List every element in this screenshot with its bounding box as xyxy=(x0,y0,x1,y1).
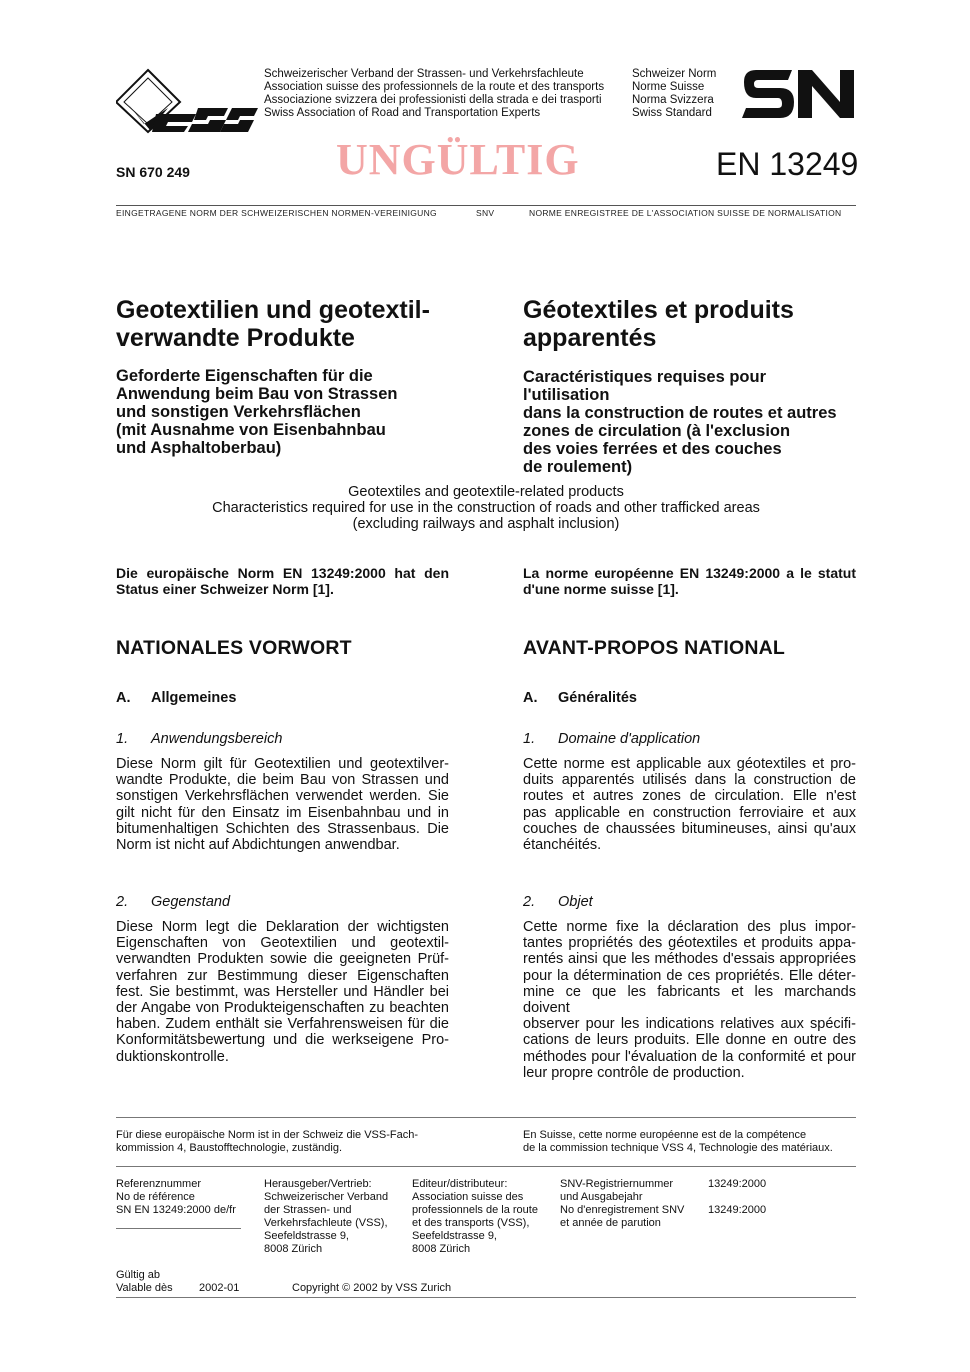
association-name-it: Associazione svizzera dei professionisti della strada e dei trasporti xyxy=(264,94,602,106)
valid-from-date: 2002-01 xyxy=(199,1282,240,1294)
ref-line: SN EN 13249:2000 de/fr xyxy=(116,1204,236,1216)
ref-rule xyxy=(116,1228,241,1229)
text-line: Cette norme fixe la déclaration des plus impor- xyxy=(523,919,856,935)
invalid-stamp: UNGÜLTIG xyxy=(336,135,580,184)
text-line: pour la détermination de ces propriétés. Elle déter- xyxy=(523,967,856,984)
text-line: duits apparentés utilisés dans la construction de xyxy=(523,772,856,789)
title-de xyxy=(116,296,449,352)
note-line: de la commission technique VSS 4, Technologie des matériaux. xyxy=(523,1142,833,1154)
note-line: En Suisse, cette norme européenne est de la compétence xyxy=(523,1129,807,1141)
text-line: étanchéités. xyxy=(523,837,602,854)
publisher-line: der Strassen- und xyxy=(264,1204,352,1216)
english-title-line: Characteristics required for use in the construction of roads and other trafficked areas xyxy=(212,500,760,517)
text-line: mine ce que les fabricants et les marchands doivent xyxy=(523,983,856,1017)
text-line: tantes propriétés des géotextiles et produits appa- xyxy=(523,935,856,952)
subsection-number: 1. xyxy=(523,731,536,747)
paragraph-subject-fr xyxy=(523,919,856,1081)
snv-value-fr: 13249:2000 xyxy=(708,1204,767,1216)
title-de-line: Geotextilien und geotextil- xyxy=(116,296,430,324)
registration-snv: SNV xyxy=(476,208,495,218)
title-fr-line: apparentés xyxy=(523,324,657,352)
publisher-line: Editeur/distributeur: xyxy=(412,1178,508,1190)
text-line: fest. Sie bestimmt, was Hersteller und Händler bei xyxy=(116,983,449,1000)
note-line: kommission 4, Baustofftechnologie, zuständig. xyxy=(116,1142,343,1154)
subtitle-de xyxy=(116,367,449,457)
association-names xyxy=(264,68,604,120)
publisher-line: Association suisse des xyxy=(412,1191,524,1203)
foreword-heading-de: NATIONALES VORWORT xyxy=(116,637,352,659)
publisher-line: Herausgeber/Vertrieb: xyxy=(264,1178,372,1190)
snv-line: et année de parution xyxy=(560,1217,661,1229)
subsection-1-fr xyxy=(523,731,856,747)
status-de-line: Status einer Schweizer Norm [1]. xyxy=(116,581,334,598)
snv-line: und Ausgabejahr xyxy=(560,1191,643,1203)
text-line: rentés ainsi que les méthodes d'essais appropriées xyxy=(523,951,856,968)
publisher-line: et des transports (VSS), xyxy=(412,1217,530,1229)
publisher-line: professionnels de la route xyxy=(412,1204,538,1216)
ref-line: Referenznummer xyxy=(116,1178,201,1190)
publisher-line: 8008 Zürich xyxy=(264,1243,323,1255)
publisher-line: 8008 Zürich xyxy=(412,1243,471,1255)
subtitle-fr-line: Caractéristiques requises pour l'utilisation xyxy=(523,368,767,404)
status-fr-line: d'une norme suisse [1]. xyxy=(523,581,679,598)
publisher-line: Seefeldstrasse 9, xyxy=(412,1230,497,1242)
norm-lang-it: Norma Svizzera xyxy=(632,94,714,106)
paragraph-scope-de xyxy=(116,756,449,853)
text-line: verwandten Produkten sowie die geeigneten Prüf- xyxy=(116,951,449,968)
snv-registration xyxy=(560,1178,700,1230)
association-name-fr: Association suisse des professionnels de la route et des transports xyxy=(264,81,605,93)
note-line: Für diese europäische Norm ist in der Schweiz die VSS-Fach- xyxy=(116,1129,419,1141)
sn-logo xyxy=(740,68,856,120)
vss-logo xyxy=(116,68,258,134)
subtitle-fr-line: dans la construction de routes et autres xyxy=(523,404,837,422)
norm-languages xyxy=(632,68,716,120)
subtitle-fr-line: zones de circulation (à l'exclusion xyxy=(523,422,791,440)
association-name-de: Schweizerischer Verband der Strassen- und Verkehrsfachleute xyxy=(264,68,584,80)
text-line: haben. Zudem enthält sie Verfahrensweisen für die xyxy=(116,1016,449,1033)
footer-rule-top xyxy=(116,1117,856,1118)
text-line: couches de chaussées bitumineuses, ainsi qu'aux xyxy=(523,820,856,837)
footer-rule-mid xyxy=(116,1166,856,1167)
publisher-line: Seefeldstrasse 9, xyxy=(264,1230,349,1242)
text-line: bitumenhaltigen Schichten des Strassenbaus. Die xyxy=(116,820,449,837)
text-line: Cette norme est applicable aux géotextiles et pro- xyxy=(523,756,856,772)
text-line: Norm ist nicht auf Abdichtungen anwendbar. xyxy=(116,837,400,854)
sn-number: SN 670 249 xyxy=(116,164,190,180)
subtitle-de-line: und Asphaltoberbau) xyxy=(116,439,282,457)
snv-value-de: 13249:2000 xyxy=(708,1178,767,1190)
english-title-line: Geotextiles and geotextile-related products xyxy=(348,484,624,500)
english-title xyxy=(116,484,856,533)
publisher-line: Schweizerischer Verband xyxy=(264,1191,389,1203)
status-de xyxy=(116,565,449,597)
text-line: méthodes pour l'évaluation de la conformité et pour xyxy=(523,1048,856,1065)
subsection-title: Gegenstand xyxy=(151,894,231,910)
status-fr-line: La norme européenne EN 13249:2000 a le statut xyxy=(523,565,856,581)
english-title-line: (excluding railways and asphalt inclusion) xyxy=(352,516,620,533)
valid-label-line: Gültig ab xyxy=(116,1269,161,1281)
section-a-fr xyxy=(523,690,856,706)
subsection-title: Domaine d'application xyxy=(558,731,701,747)
text-line: Diese Norm gilt für Geotextilien und geotextilver- xyxy=(116,756,449,772)
norm-lang-fr: Norme Suisse xyxy=(632,81,705,93)
subsection-title: Anwendungsbereich xyxy=(151,731,283,747)
competence-note-fr xyxy=(523,1129,863,1155)
subtitle-fr-line: des voies ferrées et des couches xyxy=(523,440,782,458)
subtitle-de-line: Geforderte Eigenschaften für die xyxy=(116,367,373,385)
section-number: A. xyxy=(523,690,538,706)
paragraph-scope-fr xyxy=(523,756,856,853)
competence-note-de xyxy=(116,1129,496,1155)
subtitle-fr xyxy=(523,368,856,476)
subsection-title: Objet xyxy=(558,894,593,910)
publisher-fr xyxy=(412,1178,557,1256)
registration-rule xyxy=(116,205,856,206)
text-line: Eigenschaften von Geotextilien und geotextil- xyxy=(116,935,449,952)
text-line: gilt nicht für den Einsatz im Eisenbahnbau und in xyxy=(116,804,449,821)
text-line: pas applicable en construction ferroviaire et aux xyxy=(523,804,856,821)
status-de-line: Die europäische Norm EN 13249:2000 hat den xyxy=(116,565,449,581)
section-title: Généralités xyxy=(558,690,637,706)
subtitle-fr-line: de roulement) xyxy=(523,458,633,476)
text-line: cations de leurs produits. Elle donne en outre des xyxy=(523,1032,856,1049)
valid-label-line: Valable dès xyxy=(116,1282,173,1294)
publisher-de xyxy=(264,1178,404,1256)
subsection-number: 2. xyxy=(523,894,536,910)
text-line: verfahren zur Bestimmung dieser Eigenschaften xyxy=(116,967,449,984)
text-line: der Angabe von Produkteigenschaften zu beachten xyxy=(116,1000,449,1017)
subsection-2-de xyxy=(116,894,449,910)
subsection-2-fr xyxy=(523,894,856,910)
en-number: EN 13249 xyxy=(716,146,859,182)
publisher-line: Verkehrsfachleute (VSS), xyxy=(264,1217,388,1229)
subtitle-de-line: Anwendung beim Bau von Strassen xyxy=(116,385,398,403)
section-title: Allgemeines xyxy=(151,690,237,706)
section-number: A. xyxy=(116,690,131,706)
section-a-de xyxy=(116,690,449,706)
paragraph-subject-de xyxy=(116,919,449,1065)
foreword-heading-fr: AVANT-PROPOS NATIONAL xyxy=(523,637,786,659)
norm-lang-en: Swiss Standard xyxy=(632,107,712,119)
text-line: observer pour les indications relatives aux spécifi- xyxy=(523,1016,856,1033)
norm-lang-de: Schweizer Norm xyxy=(632,68,717,80)
text-line: wandte Produkte, die beim Bau von Strassen und xyxy=(116,772,449,789)
text-line: sonstigen Verkehrsflächen verwendet werden. Sie xyxy=(116,788,449,805)
subsection-number: 1. xyxy=(116,731,129,747)
status-fr xyxy=(523,565,856,597)
title-fr xyxy=(523,296,856,352)
text-line: leur propre contrôle de production. xyxy=(523,1064,745,1081)
association-name-en: Swiss Association of Road and Transportation Experts xyxy=(264,107,541,119)
footer-rule-bottom xyxy=(116,1297,856,1298)
text-line: Diese Norm legt die Deklaration der wichtigsten xyxy=(116,919,449,935)
snv-line: SNV-Registriernummer xyxy=(560,1178,674,1190)
valid-from-label xyxy=(116,1269,173,1295)
ref-line: No de référence xyxy=(116,1191,195,1203)
text-line: routes et autres zones de circulation. Elle n'est xyxy=(523,788,856,805)
registration-text-de: EINGETRAGENE NORM DER SCHWEIZERISCHEN NORMEN-VEREINIGUNG xyxy=(116,208,437,218)
copyright: Copyright © 2002 by VSS Zurich xyxy=(292,1282,452,1294)
title-fr-line: Géotextiles et produits xyxy=(523,296,794,324)
subsection-1-de xyxy=(116,731,449,747)
reference-number xyxy=(116,1178,256,1217)
text-line: Konformitätsbewertung und die werkseigene Pro- xyxy=(116,1032,449,1049)
subtitle-de-line: (mit Ausnahme von Eisenbahnbau xyxy=(116,421,386,439)
text-line: duktionskontrolle. xyxy=(116,1048,229,1065)
registration-text-fr: NORME ENREGISTREE DE L'ASSOCIATION SUISSE DE NORMALISATION xyxy=(529,208,842,218)
subsection-number: 2. xyxy=(116,894,129,910)
snv-line: No d'enregistrement SNV xyxy=(560,1204,685,1216)
title-de-line: verwandte Produkte xyxy=(116,324,355,352)
subtitle-de-line: und sonstigen Verkehrsflächen xyxy=(116,403,361,421)
